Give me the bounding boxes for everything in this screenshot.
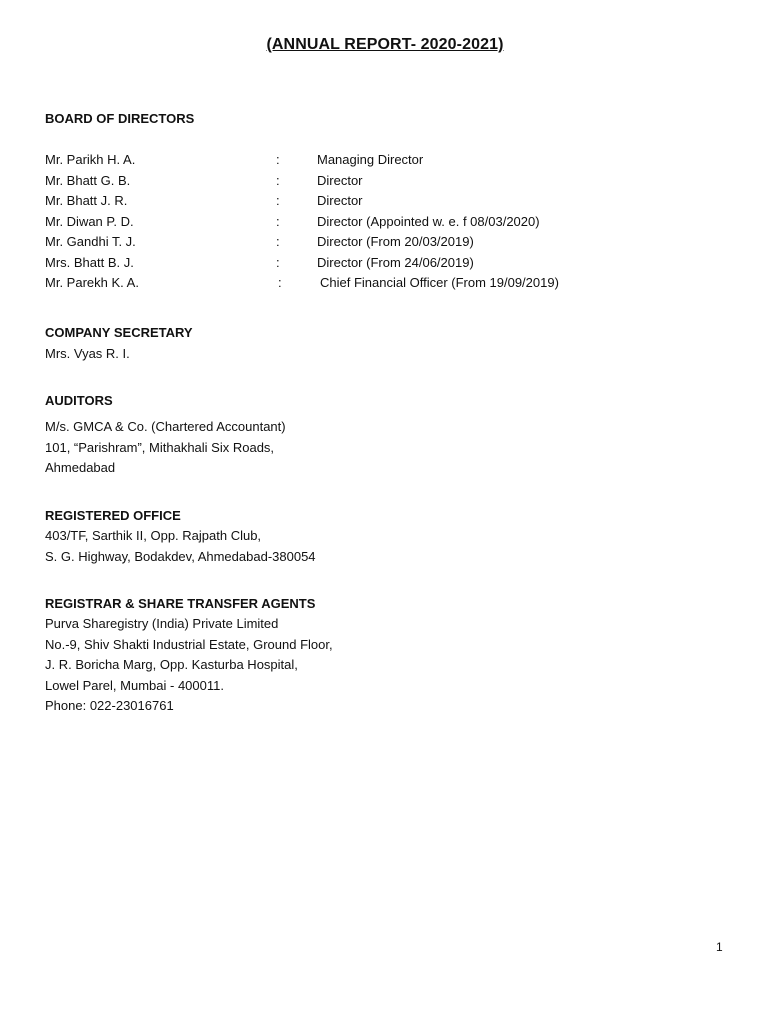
registered-office-heading: REGISTERED OFFICE (45, 508, 181, 523)
registrar-phone: Phone: 022-23016761 (45, 698, 174, 713)
auditors-line: M/s. GMCA & Co. (Chartered Accountant) (45, 419, 286, 434)
registrar-line: Purva Sharegistry (India) Private Limited (45, 616, 279, 631)
auditors-line: Ahmedabad (45, 460, 116, 475)
director-separator: : (276, 193, 280, 208)
director-role: Director (317, 193, 363, 208)
director-separator: : (278, 275, 282, 290)
registrar-line: J. R. Boricha Marg, Opp. Kasturba Hospital, (45, 657, 298, 672)
auditors-heading: AUDITORS (45, 393, 113, 408)
director-row (45, 152, 725, 172)
director-separator: : (276, 173, 280, 188)
director-name: Mr. Gandhi T. J. (45, 234, 136, 249)
registrar-line: Lowel Parel, Mumbai - 400011. (45, 678, 224, 693)
company-secretary-heading: COMPANY SECRETARY (45, 325, 193, 340)
registered-office-line: 403/TF, Sarthik II, Opp. Rajpath Club, (45, 528, 262, 543)
director-separator: : (276, 152, 280, 167)
board-heading: BOARD OF DIRECTORS (45, 111, 195, 126)
director-name: Mr. Diwan P. D. (45, 214, 134, 229)
director-role: Chief Financial Officer (From 19/09/2019) (320, 275, 559, 290)
registrar-heading: REGISTRAR & SHARE TRANSFER AGENTS (45, 596, 316, 611)
director-role: Director (Appointed w. e. f 08/03/2020) (317, 214, 540, 229)
registered-office-line: S. G. Highway, Bodakdev, Ahmedabad-380054 (45, 549, 316, 564)
director-name: Mrs. Bhatt B. J. (45, 255, 134, 270)
director-role: Managing Director (317, 152, 424, 167)
director-row (45, 214, 725, 234)
registrar-line: No.-9, Shiv Shakti Industrial Estate, Ground Floor, (45, 637, 333, 652)
director-separator: : (276, 214, 280, 229)
page-title: (ANNUAL REPORT- 2020-2021) (266, 36, 504, 53)
director-name: Mr. Bhatt J. R. (45, 193, 128, 208)
director-row (45, 255, 725, 275)
auditors-line: 101, “Parishram”, Mithakhali Six Roads, (45, 440, 275, 455)
page-number: 1 (716, 940, 723, 954)
director-separator: : (276, 255, 280, 270)
director-role: Director (From 24/06/2019) (317, 255, 474, 270)
director-row (45, 193, 725, 213)
director-separator: : (276, 234, 280, 249)
director-row (45, 173, 725, 193)
director-row (45, 275, 725, 295)
director-role: Director (317, 173, 363, 188)
director-name: Mr. Bhatt G. B. (45, 173, 131, 188)
company-secretary-name: Mrs. Vyas R. I. (45, 346, 130, 361)
director-name: Mr. Parikh H. A. (45, 152, 136, 167)
director-row (45, 234, 725, 254)
director-role: Director (From 20/03/2019) (317, 234, 474, 249)
director-name: Mr. Parekh K. A. (45, 275, 139, 290)
